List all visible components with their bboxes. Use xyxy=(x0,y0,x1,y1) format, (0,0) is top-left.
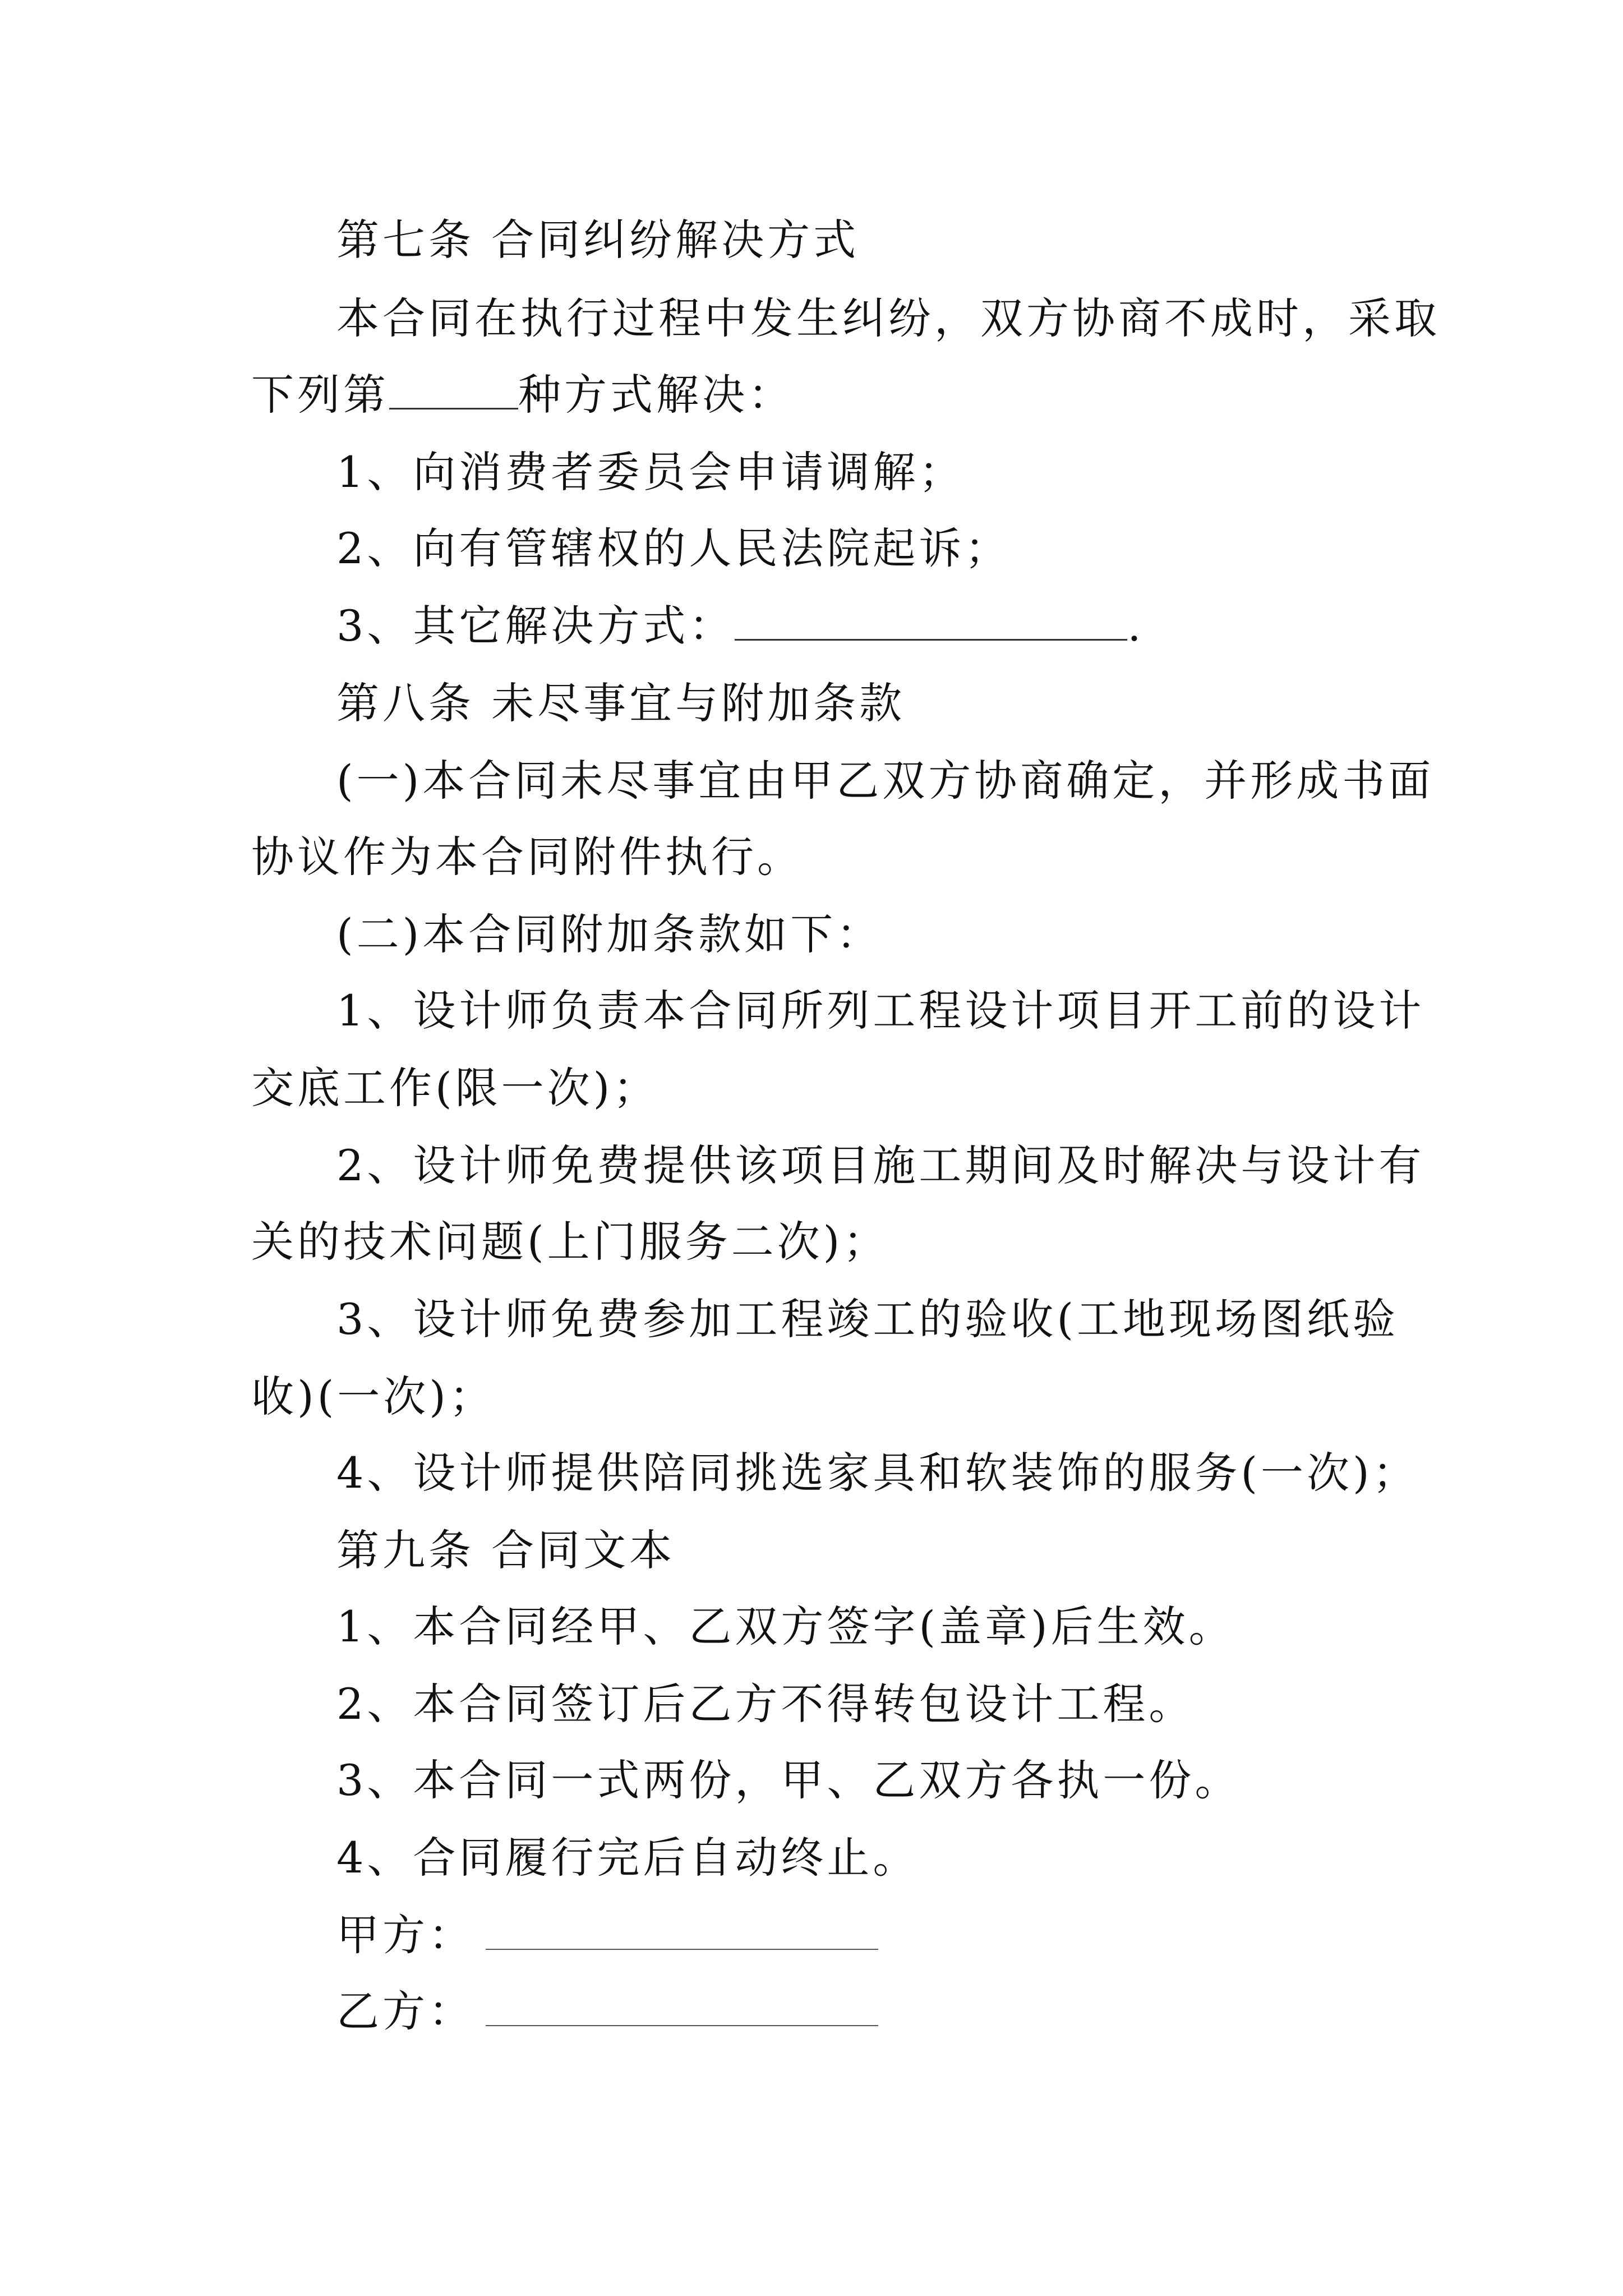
article-7-heading: 第七条 合同纠纷解决方式 xyxy=(336,215,860,265)
party-a-signature-field[interactable] xyxy=(486,1912,878,1950)
article-9-item-2: 2、本合同签订后乙方不得转包设计工程。 xyxy=(336,1679,1195,1729)
other-method-blank[interactable] xyxy=(735,602,1127,641)
article-7-intro-prefix: 下列第 xyxy=(251,370,389,420)
party-b-label: 乙方： xyxy=(336,1986,474,2036)
party-b-signature-row xyxy=(336,1984,878,2040)
article-7-intro-suffix: 种方式解决： xyxy=(518,370,794,420)
article-8-clause-2-intro: (二)本合同附加条款如下： xyxy=(336,909,883,959)
article-8-item-3-line2: 收)(一次)； xyxy=(251,1372,495,1421)
article-9-item-4: 4、合同履行完后自动终止。 xyxy=(336,1833,919,1883)
party-b-signature-field[interactable] xyxy=(486,1988,878,2026)
article-7-option-1: 1、向消费者委员会申请调解； xyxy=(336,447,965,497)
article-7-intro-line2 xyxy=(251,367,794,423)
article-8-item-4: 4、设计师提供陪同挑选家具和软装饰的服务(一次)； xyxy=(336,1448,1419,1498)
article-7-option-3-label: 3、其它解决方式： xyxy=(336,601,735,651)
article-7-option-3 xyxy=(336,598,1145,654)
article-9-item-3: 3、本合同一式两份，甲、乙双方各执一份。 xyxy=(336,1755,1241,1805)
article-8-heading: 第八条 未尽事宜与附加条款 xyxy=(336,678,906,728)
article-9-heading: 第九条 合同文本 xyxy=(336,1525,676,1575)
article-8-item-1-line1: 1、设计师负责本合同所列工程设计项目开工前的设计 xyxy=(336,986,1425,1036)
article-8-item-3-line1: 3、设计师免费参加工程竣工的验收(工地现场图纸验 xyxy=(336,1294,1399,1344)
article-8-item-1-line2: 交底工作(限一次)； xyxy=(251,1063,660,1113)
party-a-signature-row xyxy=(336,1907,878,1963)
article-8-item-2-line1: 2、设计师免费提供该项目施工期间及时解决与设计有 xyxy=(336,1140,1425,1190)
article-8-item-2-line2: 关的技术问题(上门服务二次)； xyxy=(251,1217,889,1267)
article-8-clause-1-line1: (一)本合同未尽事宜由甲乙双方协商确定，并形成书面 xyxy=(336,756,1435,806)
option-number-blank[interactable] xyxy=(389,371,518,409)
party-a-label: 甲方： xyxy=(336,1910,474,1960)
article-9-item-1: 1、本合同经甲、乙双方签字(盖章)后生效。 xyxy=(336,1602,1235,1651)
article-8-clause-1-line2: 协议作为本合同附件执行。 xyxy=(251,832,803,882)
article-7-intro-line1: 本合同在执行过程中发生纠纷，双方协商不成时，采取 xyxy=(336,293,1440,343)
article-7-option-2: 2、向有管辖权的人民法院起诉； xyxy=(336,523,1011,573)
article-7-option-3-end: . xyxy=(1127,601,1145,651)
